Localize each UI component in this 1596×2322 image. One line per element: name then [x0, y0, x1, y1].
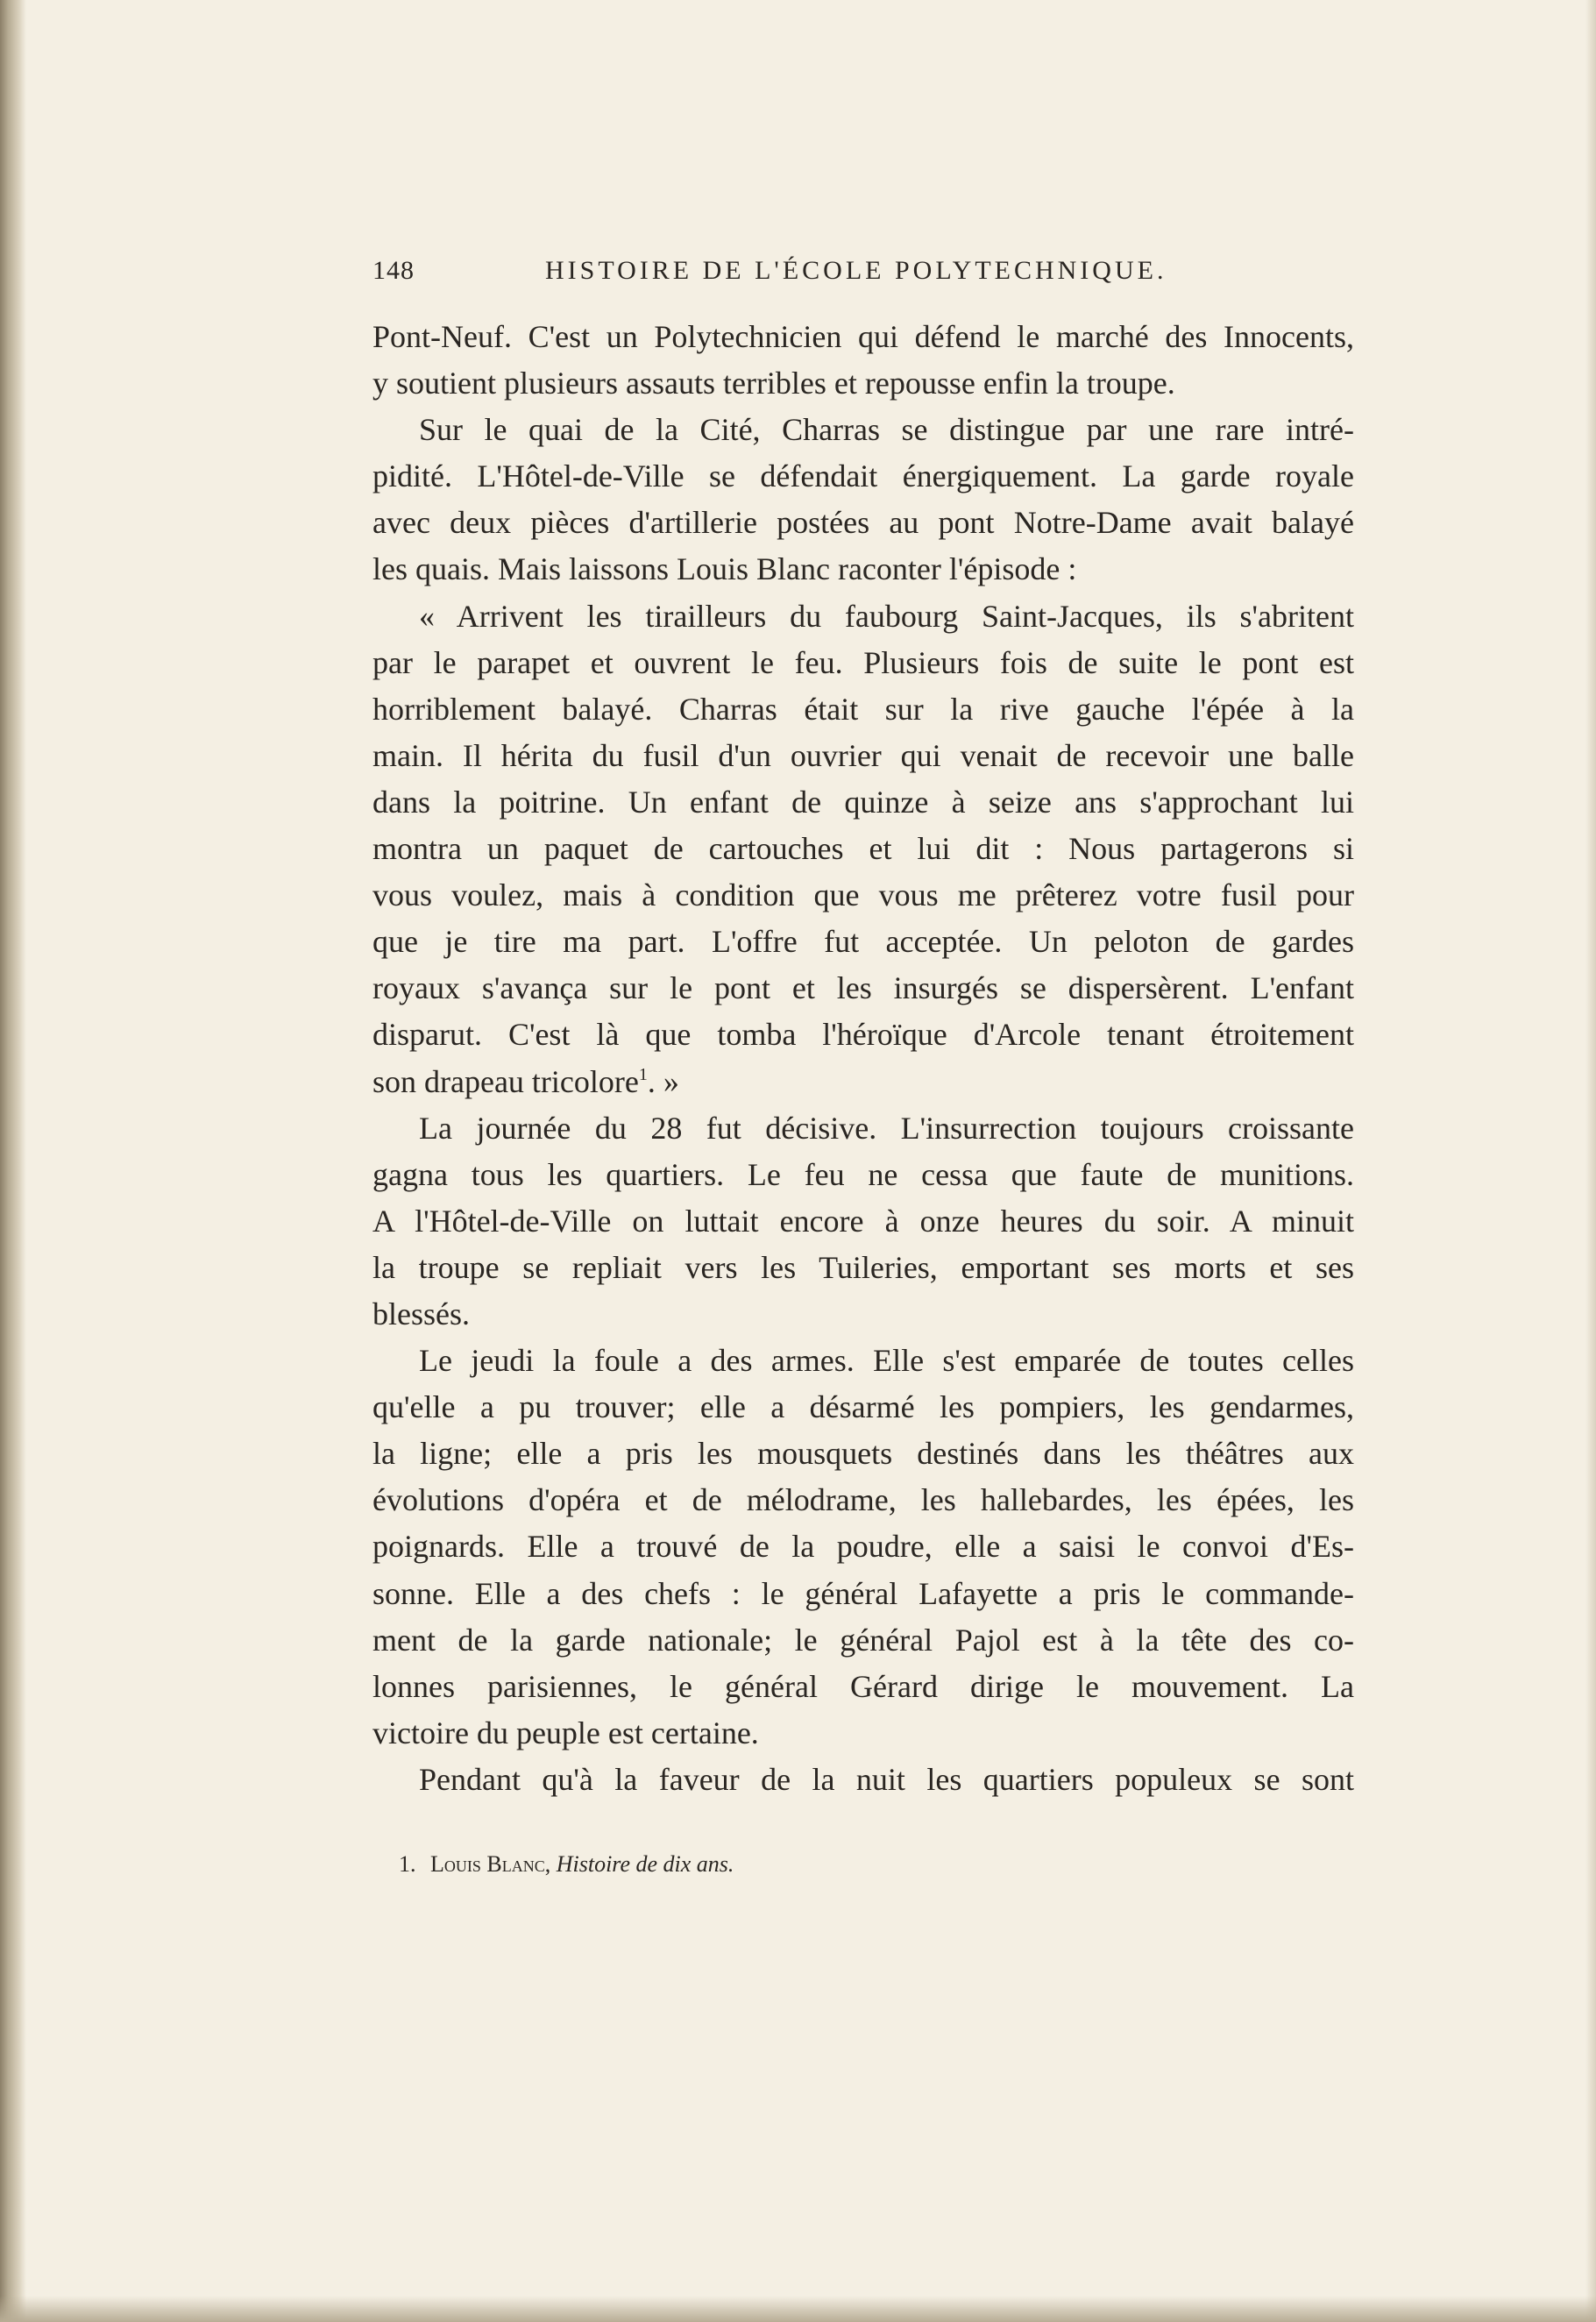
text-line: la ligne; elle a pris les mousquets destinés dans les théâtres aux	[372, 1436, 1354, 1472]
footnote-author: Louis Blanc,	[430, 1851, 551, 1877]
body-text	[372, 314, 1354, 1803]
text-line: A l'Hôtel-de-Ville on luttait encore à onze heures du soir. A minuit	[372, 1203, 1354, 1239]
page-binding-edge	[0, 0, 26, 2322]
text-line: avec deux pièces d'artillerie postées au pont Notre-Dame avait balayé	[372, 505, 1354, 541]
footnote-number: 1.	[399, 1851, 416, 1877]
text-line: Le jeudi la foule a des armes. Elle s'est emparée de toutes celles	[419, 1343, 1354, 1379]
text-line: blessés.	[372, 1296, 470, 1331]
text-line: vous voulez, mais à condition que vous me prêterez votre fusil pour	[372, 877, 1354, 913]
text-line: poignards. Elle a trouvé de la poudre, elle a saisi le convoi d'Es-	[372, 1529, 1354, 1565]
text-line: Pont-Neuf. C'est un Polytechnicien qui défend le marché des Innocents,	[372, 319, 1354, 354]
text-line: montra un paquet de cartouches et lui dit : Nous partagerons si	[372, 831, 1354, 867]
text-line: lonnes parisiennes, le général Gérard dirige le mouvement. La	[372, 1668, 1354, 1704]
text-line: que je tire ma part. L'offre fut acceptée. Un peloton de gardes	[372, 924, 1354, 960]
text-line: y soutient plusieurs assauts terribles et repousse enfin la troupe.	[372, 366, 1175, 401]
text-line: qu'elle a pu trouver; elle a désarmé les pompiers, les gendarmes,	[372, 1389, 1354, 1425]
footnote	[399, 1851, 734, 1878]
quote-closing-text: son drapeau tricolore	[372, 1063, 639, 1099]
text-line: horriblement balayé. Charras était sur la rive gauche l'épée à la	[372, 691, 1354, 727]
text-line-with-note	[372, 1059, 1354, 1105]
page-bottom-edge	[0, 2296, 1596, 2322]
page-number: 148	[372, 256, 415, 285]
text-line: évolutions d'opéra et de mélodrame, les hallebardes, les épées, les	[372, 1482, 1354, 1518]
text-line: ment de la garde nationale; le général Pajol est à la tête des co-	[372, 1622, 1354, 1658]
text-line: pidité. L'Hôtel-de-Ville se défendait énergiquement. La garde royale	[372, 458, 1354, 494]
text-line: Sur le quai de la Cité, Charras se distingue par une rare intré-	[419, 412, 1354, 448]
text-line: royaux s'avança sur le pont et les insurgés se dispersèrent. L'enfant	[372, 970, 1354, 1006]
page-right-edge	[1585, 0, 1596, 2322]
text-line: les quais. Mais laissons Louis Blanc raconter l'épisode :	[372, 551, 1077, 587]
text-line: victoire du peuple est certaine.	[372, 1715, 759, 1750]
text-line: La journée du 28 fut décisive. L'insurrection toujours croissante	[419, 1110, 1354, 1146]
text-line: gagna tous les quartiers. Le feu ne cessa que faute de munitions.	[372, 1156, 1354, 1192]
page-header	[372, 256, 1354, 295]
text-line: la troupe se repliait vers les Tuileries, emportant ses morts et ses	[372, 1249, 1354, 1285]
text-line: « Arrivent les tirailleurs du faubourg Saint-Jacques, ils s'abritent	[419, 598, 1354, 634]
text-line: sonne. Elle a des chefs : le général Lafayette a pris le commande-	[372, 1575, 1354, 1611]
footnote-title: Histoire de dix ans.	[556, 1851, 734, 1877]
text-line: par le parapet et ouvrent le feu. Plusieurs fois de suite le pont est	[372, 644, 1354, 680]
text-line: main. Il hérita du fusil d'un ouvrier qui venait de recevoir une balle	[372, 737, 1354, 773]
running-title: HISTOIRE DE L'ÉCOLE POLYTECHNIQUE.	[545, 256, 1167, 285]
footnote-reference: 1	[638, 1064, 648, 1084]
text-line: Pendant qu'à la faveur de la nuit les quartiers populeux se sont	[419, 1761, 1354, 1797]
quote-end-mark: . »	[647, 1063, 679, 1099]
text-line: dans la poitrine. Un enfant de quinze à seize ans s'approchant lui	[372, 784, 1354, 820]
text-line: disparut. C'est là que tomba l'héroïque d'Arcole tenant étroitement	[372, 1017, 1354, 1053]
